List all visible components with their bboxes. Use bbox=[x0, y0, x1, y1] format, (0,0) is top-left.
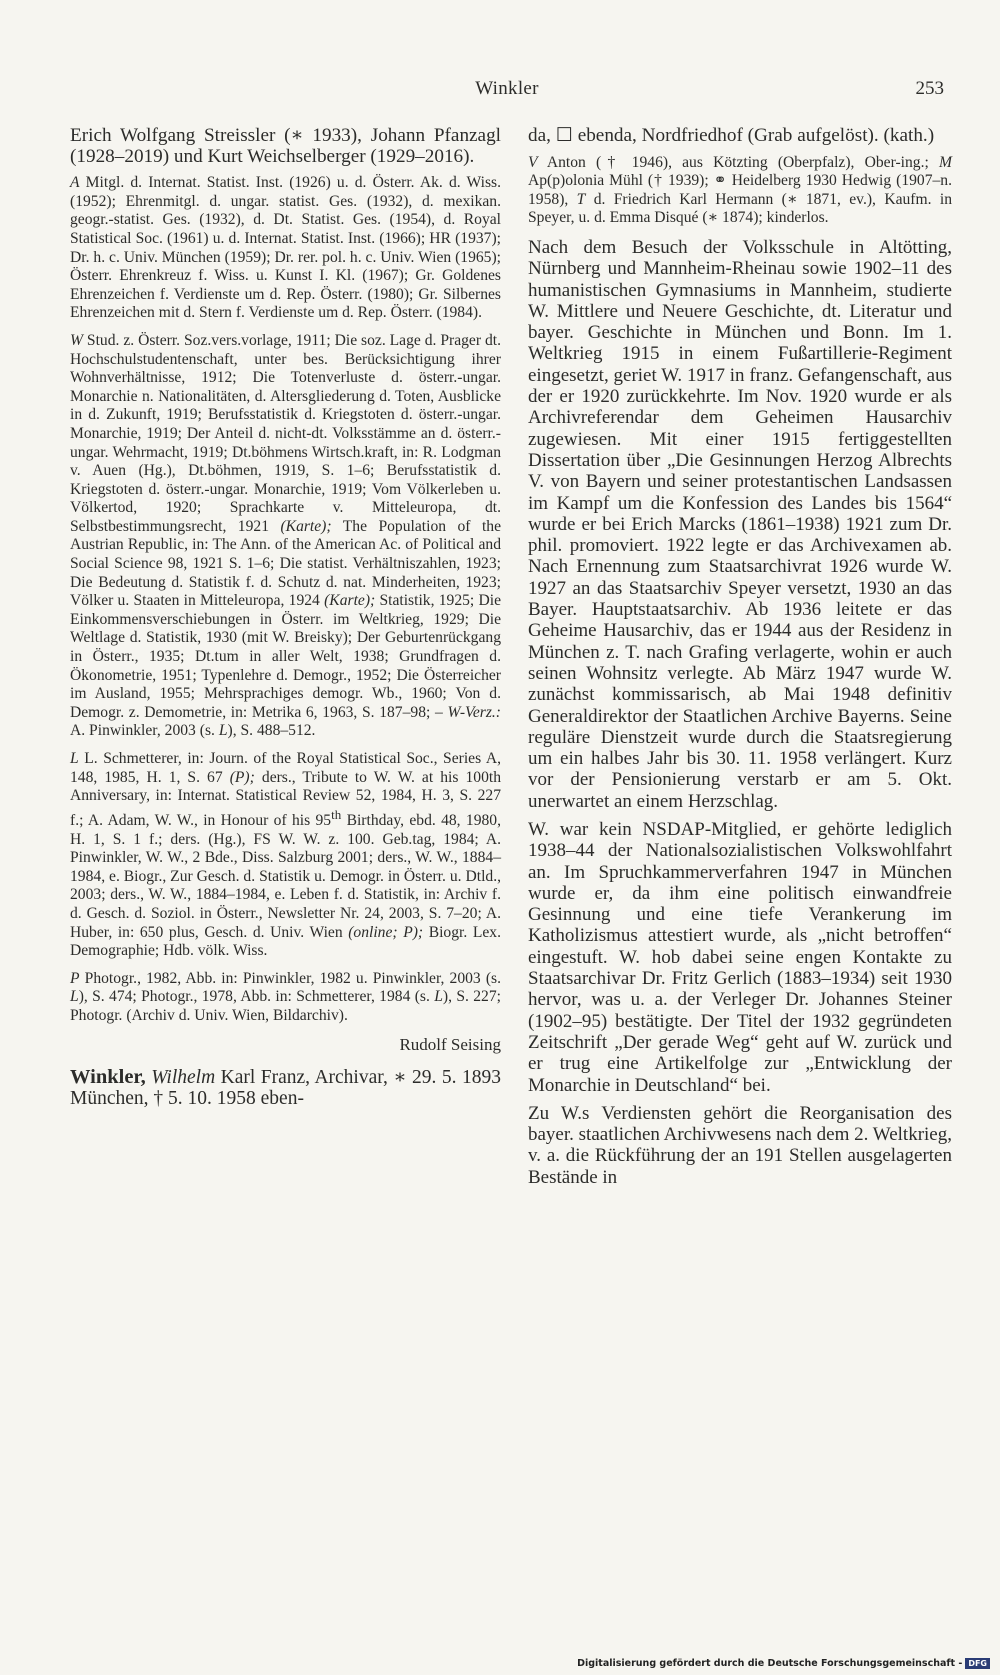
entry-heading bbox=[70, 1067, 501, 1111]
works-text-4: A. Pinwinkler, 2003 (s. bbox=[70, 722, 215, 740]
portrait-l-ref-2: L bbox=[434, 988, 443, 1006]
works-text-5: ), S. 488–512. bbox=[227, 722, 316, 740]
previous-entry-closing-paragraph: Erich Wolfgang Streissler (∗ 1933), Johann Pfanzagl (1928–2019) und Kurt Weichselberger (1929–2016). bbox=[70, 125, 501, 167]
works-abbr: W bbox=[70, 331, 83, 349]
footer-text: Digitalisierung gefördert durch die Deutsche Forschungsgemeinschaft - bbox=[577, 1658, 963, 1669]
literature-text-3: Birthday, ebd. 48, 1980, H. 1, S. 1 f.; ders. (Hg.), FS W. W. z. 100. Geb.tag, 1984; A. Pinwinkler, W. W., 2 Bde., Diss. Salzburg 2001; ders., W. W., 1884–1984, e. Biogr., Zur Gesch. d. Statistik u. Demogr. in Österr. u. Dtld., 2003; ders., W. W., 1884–1984, e. Leben f. d. Statistik, in: Archiv f. d. Gesch. d. Soziol. in Österr., Newsletter Nr. 24, 2003, S. 7–20; A. Huber, in: 650 plus, Gesch. d. Univ. Wien bbox=[70, 811, 501, 941]
literature-text-1: L. Schmetterer, in: Journ. of the Royal Statistical Soc., Series A, 148, 1985, H. 1, S. 67 bbox=[70, 750, 501, 786]
family-m-abbr: M bbox=[939, 153, 952, 171]
works-karte-2: (Karte); bbox=[324, 592, 376, 610]
works-karte-1: (Karte); bbox=[280, 517, 332, 535]
awards-text: Mitgl. d. Internat. Statist. Inst. (1926) u. d. Österr. Ak. d. Wiss. (1952); Ehrenmitgl. d. ungar. statist. Ges. (1932), d. mexikan. geogr.-statist. Ges. (1932), d. Dt. Statist. Ges. (1954), d. Royal Statistical Soc. (1961) u. d. Internat. Statist. Inst. (1966); HR (1937); Dr. h. c. Univ. München (1959); Dr. rer. pol. h. c. Univ. Wien (1965); Österr. Ehrenkreuz f. Wiss. u. Kunst I. Kl. (1967); Gr. Goldenes Ehrenzeichen f. Verdienste um d. Rep. Österr. (1980); Gr. Silbernes Ehrenzeichen mit d. Stern f. Verdienste um d. Rep. Österr. (1984). bbox=[70, 174, 501, 322]
works-text-1: Stud. z. Österr. Soz.vers.vorlage, 1911; Die soz. Lage d. Prager dt. Hochschulstudentenschaft, unter bes. Berücksichtigung ihrer Wohnverhältnisse, 1912; Die Totenverluste d. österr.-ungar. Monarchie n. Nationalitäten, d. Altersgliederung d. Toten, Ausblicke in d. Zukunft, 1919; Berufsstatistik d. Kriegstoten d. österr.-ungar. Monarchie, 1919; Der Anteil d. nicht-dt. Volksstämme an d. österr.-ungar. Wehrmacht, 1919; Dt.böhmens Wirtsch.kraft, in: R. Lodgman v. Auen (Hg.), Dt.böhmen, 1919, S. 1–6; Berufsstatistik d. Kriegstoten d. österr.-ungar. Monarchie, 1919; Vom Völkerleben u. Völkertod, 1920; Sprachkarte v. Mitteleuropa, dt. Selbstbestimmungsrecht, 1921 bbox=[70, 331, 501, 535]
entry-surname: Winkler, bbox=[70, 1065, 146, 1088]
entry-forename: Wilhelm bbox=[151, 1066, 216, 1088]
running-head: Winkler bbox=[475, 78, 539, 99]
portrait-section bbox=[70, 970, 501, 1026]
portrait-l-ref-1: L bbox=[70, 988, 79, 1006]
entry-heading-text: Karl Franz, Archivar, ∗ 29. 5. 1893 München, † 5. 10. 1958 eben- bbox=[70, 1066, 502, 1110]
portrait-abbr: P bbox=[70, 969, 80, 987]
portrait-text-3: ), S. 227; Photogr. (Archiv d. Univ. Wien, Bildarchiv). bbox=[70, 988, 501, 1024]
literature-online-ref: (online; P); bbox=[348, 923, 424, 941]
literature-section bbox=[70, 750, 501, 961]
dfg-logo-icon: DFG bbox=[965, 1658, 990, 1669]
digitization-footer bbox=[577, 1658, 990, 1669]
literature-superscript: th bbox=[331, 806, 342, 822]
portrait-text-1: Photogr., 1982, Abb. in: Pinwinkler, 1982 u. Pinwinkler, 2003 (s. bbox=[84, 969, 501, 987]
author-signature: Rudolf Seising bbox=[399, 1034, 501, 1054]
family-t-abbr: T bbox=[576, 190, 586, 208]
awards-abbr: A bbox=[70, 174, 80, 192]
entry-continuation: da, ☐ ebenda, Nordfriedhof (Grab aufgelöst). (kath.) bbox=[528, 125, 935, 146]
biography-paragraph-3: Zu W.s Verdiensten gehört die Reorganisation des bayer. staatlichen Archivwesens nach dem 2. Weltkrieg, v. a. die Rückführung der an 191 Stellen ausgelagerten Bestände in bbox=[528, 1102, 952, 1188]
family-text-1: Anton († 1946), aus Kötzting (Oberpfalz), Ober-ing.; bbox=[546, 153, 929, 171]
works-l-ref: L bbox=[218, 722, 228, 740]
works-text-3: Statistik, 1925; Die Einkommensverschiebungen in Österr. im Weltkrieg, 1929; Die Weltlage d. Statistik, 1930 (mit W. Breisky); Der Geburtenrückgang in Österr., 1935; Dt.tum in aller Welt, 1938; Grundfragen d. Ökonometrie, 1951; Typenlehre d. Demogr., 1952; Die Österreicher im Ausland, 1955; Mehrsprachiges demogr. Wb., 1960; Von d. Demogr. z. Demometrie, in: Metrika 6, 1963, S. 187–98; – bbox=[70, 592, 502, 721]
left-column bbox=[70, 126, 501, 1110]
family-section bbox=[528, 154, 952, 228]
works-section bbox=[70, 332, 501, 741]
family-v-abbr: V bbox=[528, 153, 538, 171]
works-text-2: The Population of the Austrian Republic, in: The Ann. of the American Ac. of Political and Social Science 98, 1921 S. 1–6; Die statist. Verhältniszahlen, 1923; Die Bedeutung d. Statistik f. d. Schutz d. nat. Minderheiten, 1923; Völker u. Staaten in Mitteleuropa, 1924 bbox=[70, 517, 501, 610]
biography-paragraph-2: W. war kein NSDAP-Mitglied, er gehörte lediglich 1938–44 der Nationalsozialistischen Volkswohlfahrt an. Im Spruchkammerverfahren 1947 in München wurde er, da ihm eine politisch einwandfreie Gesinnung und eine tiefe Verankerung im Katholizismus attestiert wurde, als „nicht betroffen“ eingestuft. W. hob dabei seine engen Kontakte zu Staatsarchivar Dr. Fritz Gerlich (1883–1934) seit 1930 hervor, was u. a. der Verleger Dr. Johannes Steiner (1902–95) bestätigte. Der Titel der 1932 gegründeten Zeitschrift „Der gerade Weg“ geht auf W. zurück und er trug eine Artikelfolge zur „Entwicklung der Monarchie in Deutschland“ bei. bbox=[528, 818, 952, 1096]
awards-section bbox=[70, 174, 501, 323]
page-header bbox=[70, 78, 944, 108]
family-text-2: Ap(p)olonia Mühl († 1939); ⚭ Heidelberg 1930 Hedwig (1907–n. 1958), bbox=[528, 172, 952, 208]
literature-text-2: ders., Tribute to W. W. at his 100th Anniversary, in: Internat. Statistical Review 52, 1984, H. 3, S. 227 f.; A. Adam, W. W., in Honour of his 95 bbox=[70, 768, 502, 829]
works-verz: W-Verz.: bbox=[447, 703, 501, 721]
page-number: 253 bbox=[915, 78, 944, 99]
literature-abbr: L bbox=[70, 750, 79, 767]
literature-text-4: Biogr. Lex. Demographie; Hdb. völk. Wiss. bbox=[70, 923, 501, 960]
family-text-3: d. Friedrich Karl Hermann (∗ 1871, ev.), Kaufm. in Speyer, u. d. Emma Disqué (∗ 1874); kinderlos. bbox=[528, 190, 952, 227]
right-column bbox=[528, 126, 952, 1195]
literature-p-ref: (P); bbox=[229, 768, 255, 786]
biography-paragraph-1: Nach dem Besuch der Volksschule in Altötting, Nürnberg und Mannheim-Rheinau sowie 1902–11 des humanistischen Gymnasiums in Mannheim, studierte W. Mittlere und Neuere Geschichte, dt. Literatur und bayer. Geschichte in München und Bonn. Im 1. Weltkrieg 1915 in einem Fußartillerie-Regiment eingesetzt, geriet W. 1917 in franz. Gefangenschaft, aus der er 1920 zurückkehrte. Im Nov. 1920 wurde er als Archivreferendar dem Geheimen Hausarchiv zugewiesen. Mit einer 1915 fertiggestellten Dissertation über „Die Gesinnungen Herzog Albrechts V. von Bayern und seiner protestantischen Landsassen im Kampf um die Konfession des Landes bis 1564“ wurde er bei Erich Marcks (1861–1938) 1921 zum Dr. phil. promoviert. 1922 legte er das Archivexamen ab. Nach Ernennung zum Staatsarchivrat 1926 wurde W. 1927 an das Staatsarchiv Speyer versetzt, 1930 an das Bayer. Hauptstaatsarchiv. Ab 1936 leitete er das Geheime Hausarchiv, das er 1944 aus der Residenz in München z. T. nach Grafing verlagerte, wohin er auch seinen Wohnsitz verlegte. Ab März 1947 wurde W. zunächst kommissarisch, ab Mai 1948 definitiv Generaldirektor der Staatlichen Archive Bayerns. Seine reguläre Dienstzeit wurde durch die Staatsregierung um ein halbes Jahr bis 30. 11. 1958 verlängert. Kurz vor der Pensionierung verstarb er am 5. Okt. unerwartet an einem Herzschlag. bbox=[528, 236, 952, 812]
portrait-text-2: ), S. 474; Photogr., 1978, Abb. in: Schmetterer, 1984 (s. bbox=[78, 988, 430, 1006]
